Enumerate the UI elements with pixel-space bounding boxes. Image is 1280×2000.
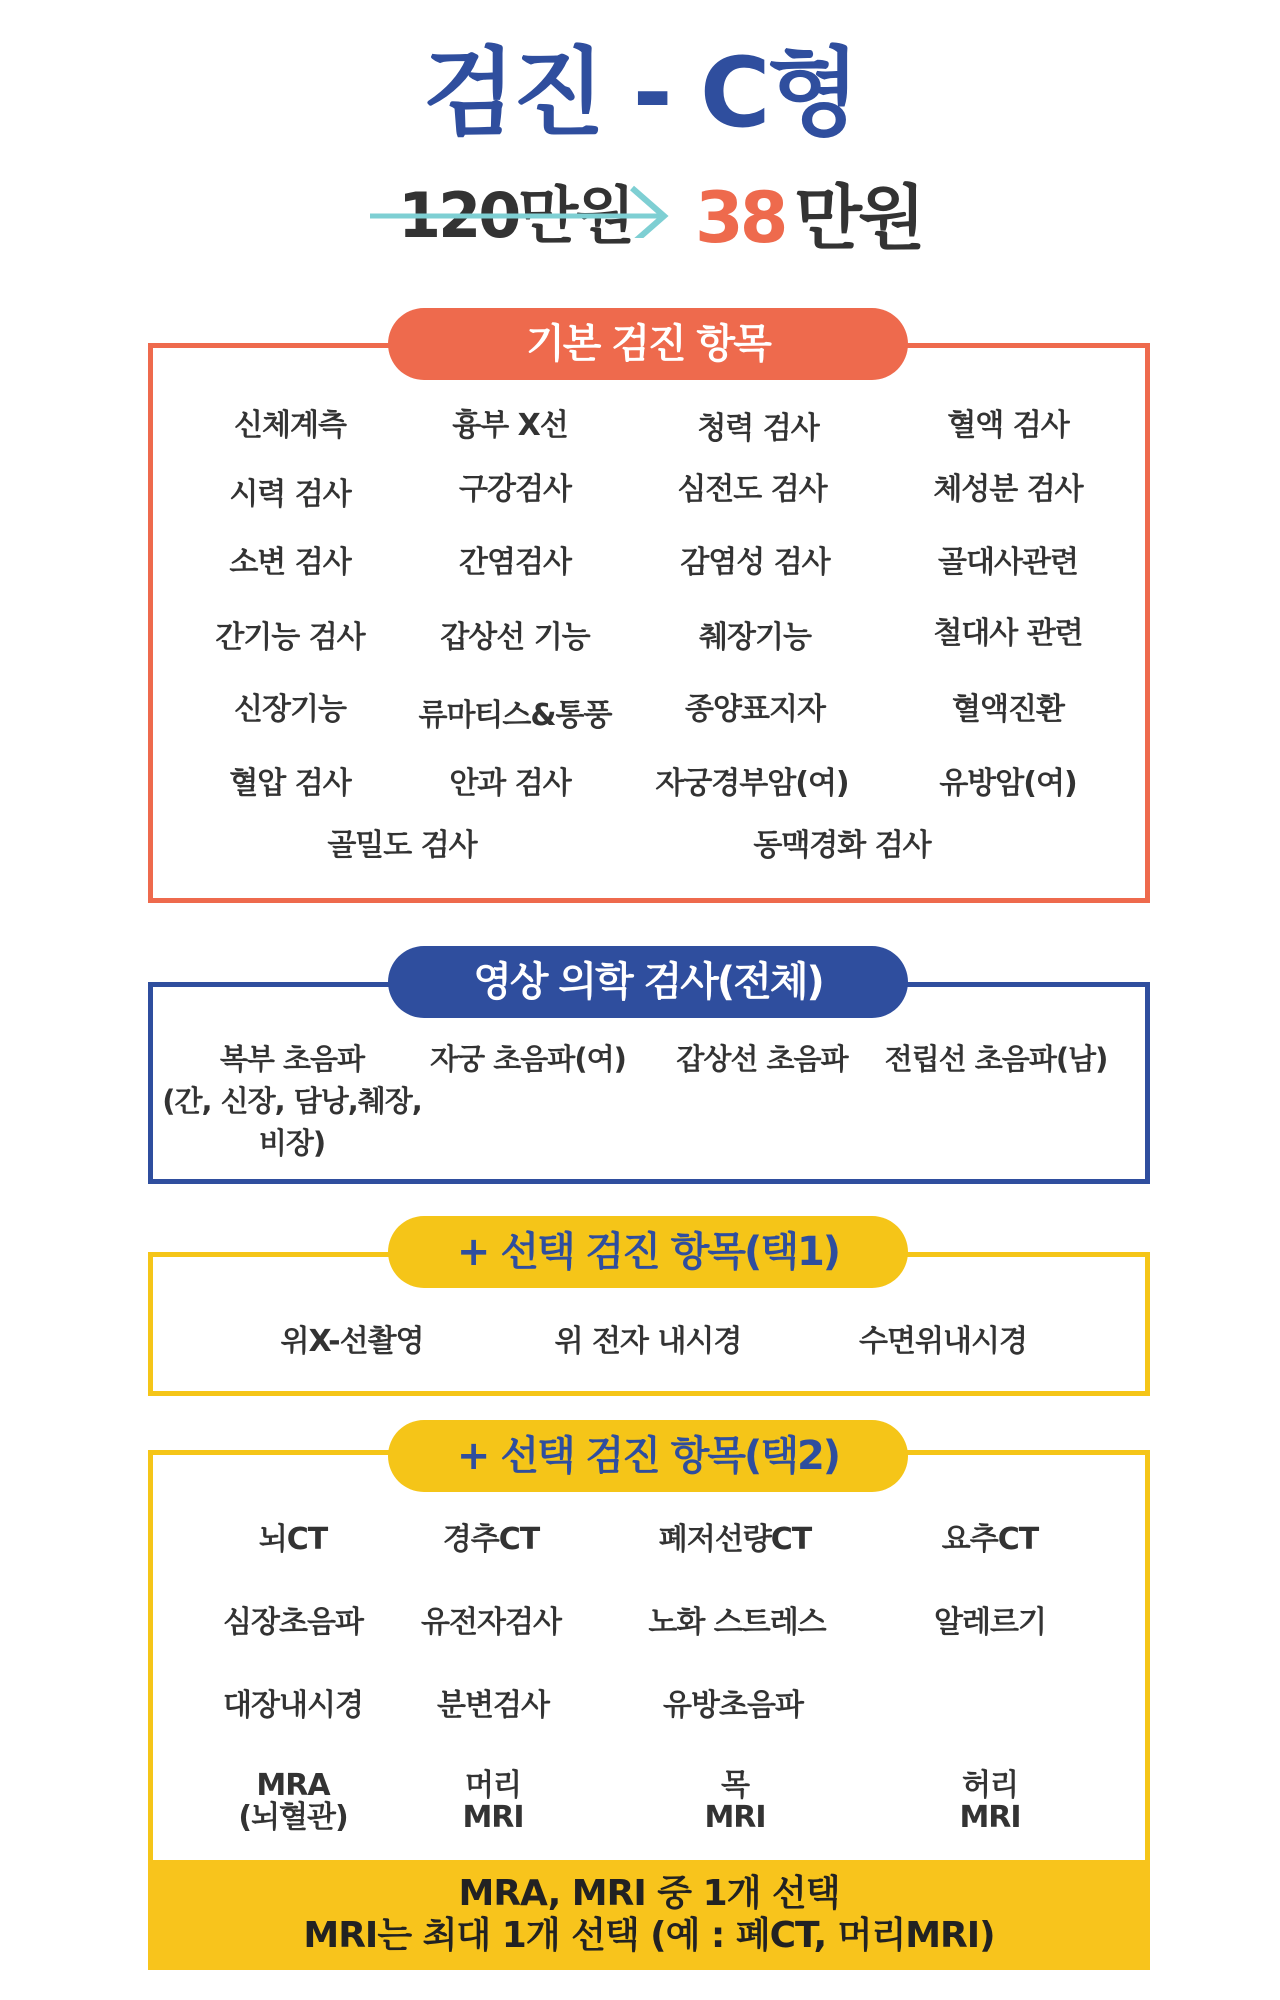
imaging-title: 영상 의학 검사(전체) (388, 946, 908, 1018)
page-title: 검진 - C형 (422, 37, 858, 149)
basic-item: 안과 검사 (449, 766, 571, 801)
imaging-item: 비장) (258, 1126, 326, 1160)
note-line-1: MRA, MRI 중 1개 선택 (458, 1873, 840, 1914)
new-price (695, 162, 922, 263)
option2-item: (뇌혈관) (238, 1800, 348, 1835)
option2-item: 요추CT (941, 1522, 1039, 1557)
option2-item: 목 (721, 1768, 749, 1803)
option2-item: MRI (959, 1800, 1021, 1835)
option2-item: 경추CT (442, 1522, 540, 1557)
basic-item: 동맥경화 검사 (753, 828, 931, 863)
basic-item: 흉부 X선 (452, 408, 568, 443)
option2-item: 심장초음파 (223, 1605, 363, 1640)
basic-item: 체성분 검사 (933, 472, 1083, 507)
basic-item: 철대사 관련 (933, 616, 1083, 651)
option1-title: + 선택 검진 항목(택1) (388, 1216, 908, 1288)
option2-item: 머리 (465, 1768, 521, 1803)
option1-item: 수면위내시경 (859, 1324, 1027, 1359)
basic-item: 혈압 검사 (229, 766, 351, 801)
basic-item: 간염검사 (459, 545, 571, 580)
basic-item: 류마티스&통풍 (418, 698, 612, 733)
basic-item: 혈액 검사 (947, 408, 1069, 443)
basic-item: 청력 검사 (697, 411, 819, 446)
option2-item: 유방초음파 (663, 1688, 803, 1723)
imaging-item: 자궁 초음파(여) (430, 1042, 626, 1076)
price-row (0, 158, 1280, 259)
note-line-2: MRI는 최대 1개 선택 (예 : 폐CT, 머리MRI) (303, 1915, 995, 1956)
basic-item: 신장기능 (234, 692, 346, 727)
imaging-item: 복부 초음파 (219, 1042, 365, 1076)
basic-item: 소변 검사 (229, 545, 351, 580)
basic-item: 신체계측 (234, 408, 346, 443)
old-price: 120만원 (398, 179, 633, 252)
strike-arrow-icon (370, 178, 680, 238)
basic-item: 골대사관련 (938, 545, 1078, 580)
option2-item: 분변검사 (437, 1688, 549, 1723)
option1-item: 위 전자 내시경 (554, 1324, 742, 1359)
basic-item: 골밀도 검사 (327, 828, 477, 863)
basic-item: 갑상선 기능 (440, 620, 590, 655)
basic-checkup-title: 기본 검진 항목 (388, 308, 908, 380)
basic-item: 심전도 검사 (677, 472, 827, 507)
option2-item: 폐저선량CT (658, 1522, 812, 1557)
imaging-item: 전립선 초음파(남) (884, 1042, 1108, 1076)
option2-item: 대장내시경 (223, 1688, 363, 1723)
option2-item: 유전자검사 (421, 1605, 561, 1640)
basic-item: 시력 검사 (229, 477, 351, 512)
option2-item: MRI (462, 1800, 524, 1835)
option2-item: 노화 스트레스 (648, 1605, 826, 1640)
new-price-number: 38 (695, 177, 785, 259)
option2-item: 허리 (962, 1768, 1018, 1803)
basic-item: 간기능 검사 (215, 620, 365, 655)
basic-item: 종양표지자 (685, 692, 825, 727)
option2-item: MRA (256, 1768, 330, 1803)
option2-title: + 선택 검진 항목(택2) (388, 1420, 908, 1492)
option1-item: 위X-선촬영 (280, 1324, 424, 1359)
basic-item: 자궁경부암(여) (655, 766, 849, 801)
selection-note (148, 1860, 1150, 1970)
basic-item: 혈액진환 (952, 692, 1064, 727)
basic-item: 감염성 검사 (680, 545, 830, 580)
option2-item: 뇌CT (258, 1522, 328, 1557)
basic-item: 췌장기능 (699, 620, 811, 655)
imaging-item: (간, 신장, 담낭,췌장, (162, 1084, 422, 1118)
basic-item: 유방암(여) (939, 766, 1077, 801)
option2-item: 알레르기 (934, 1605, 1046, 1640)
new-price-unit: 만원 (794, 177, 922, 259)
basic-item: 구강검사 (459, 472, 571, 507)
imaging-item: 갑상선 초음파 (676, 1042, 848, 1076)
option2-item: MRI (704, 1800, 766, 1835)
